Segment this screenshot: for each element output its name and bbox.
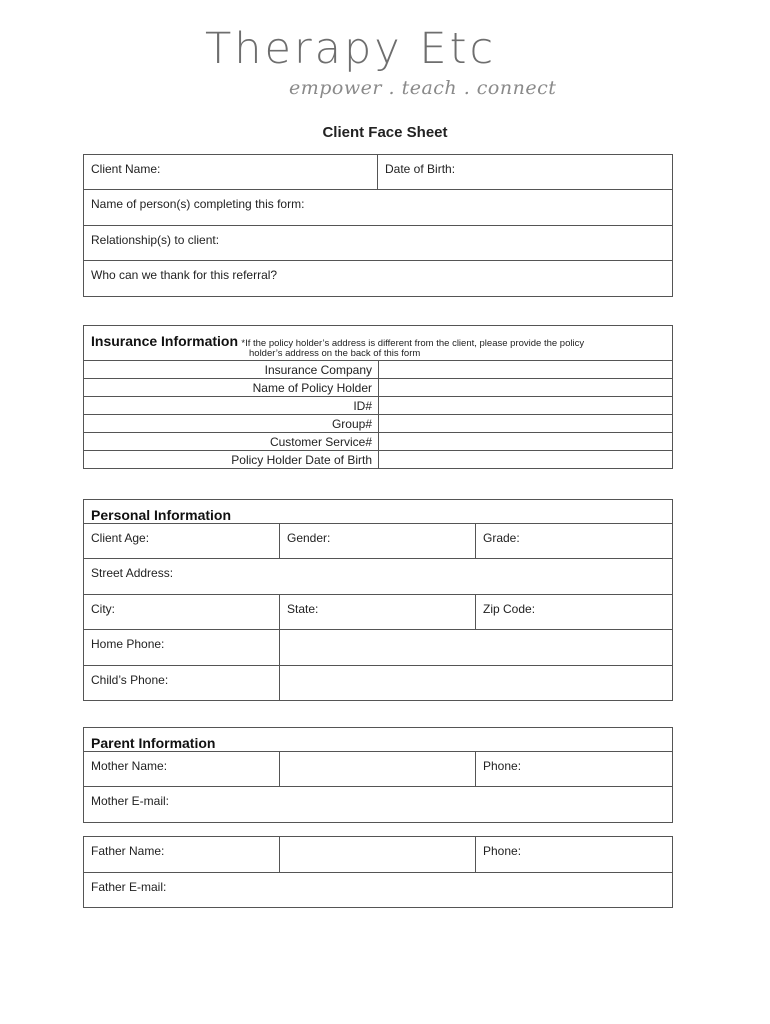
father-email-label: Father E-mail:: [91, 880, 167, 894]
client-name-field[interactable]: [84, 155, 378, 190]
customer-service-label: Customer Service#: [84, 433, 379, 451]
insurance-company-field[interactable]: [379, 361, 673, 379]
mother-phone-field[interactable]: [476, 752, 673, 787]
father-phone-label: Phone:: [483, 844, 522, 858]
client-age-field[interactable]: [84, 524, 280, 559]
father-phone-field[interactable]: [476, 837, 673, 873]
insurance-note-line1: *If the policy holder’s address is different from the client, please provide the policy: [241, 338, 585, 349]
personal-header: [84, 500, 673, 524]
father-email-field[interactable]: [84, 873, 673, 908]
completing-form-field[interactable]: [84, 190, 673, 226]
client-name-label: Client Name:: [91, 162, 161, 176]
completing-form-label: Name of person(s) completing this form:: [91, 197, 305, 211]
date-of-birth-label: Date of Birth:: [385, 162, 456, 176]
referral-label: Who can we thank for this referral?: [91, 268, 278, 282]
city-label: City:: [91, 602, 115, 616]
customer-service-field[interactable]: [379, 433, 673, 451]
relationship-field[interactable]: [84, 226, 673, 261]
mother-info-table: [83, 727, 673, 823]
document-title: Client Face Sheet: [322, 124, 448, 141]
home-phone-label: Home Phone:: [91, 637, 165, 651]
zip-code-field[interactable]: [476, 595, 673, 630]
insurance-note-line2: holder’s address on the back of this form: [249, 348, 421, 359]
mother-name-field[interactable]: [280, 752, 476, 787]
parent-section-title: Parent Information: [91, 735, 216, 751]
date-of-birth-field[interactable]: [378, 155, 673, 190]
group-number-field[interactable]: [379, 415, 673, 433]
state-field[interactable]: [280, 595, 476, 630]
mother-email-field[interactable]: [84, 787, 673, 823]
street-address-label: Street Address:: [91, 566, 174, 580]
client-info-table: [83, 154, 673, 297]
logo-title: Therapy Etc: [205, 24, 497, 74]
home-phone-label-cell: [84, 630, 280, 666]
childs-phone-field[interactable]: [280, 666, 673, 701]
state-label: State:: [287, 602, 319, 616]
parent-header: [84, 728, 673, 752]
zip-code-label: Zip Code:: [483, 602, 536, 616]
insurance-info-table: [83, 325, 673, 469]
personal-section-title: Personal Information: [91, 507, 232, 523]
personal-info-table: [83, 499, 673, 701]
group-number-label: Group#: [84, 415, 379, 433]
father-name-label-cell: [84, 837, 280, 873]
referral-field[interactable]: [84, 261, 673, 297]
policy-holder-dob-label: Policy Holder Date of Birth: [84, 451, 379, 469]
mother-phone-label: Phone:: [483, 759, 522, 773]
id-number-field[interactable]: [379, 397, 673, 415]
insurance-company-label: Insurance Company: [84, 361, 379, 379]
id-number-label: ID#: [84, 397, 379, 415]
policy-holder-dob-field[interactable]: [379, 451, 673, 469]
mother-name-label-cell: [84, 752, 280, 787]
childs-phone-label-cell: [84, 666, 280, 701]
logo-tagline: empower . teach . connect: [289, 77, 557, 99]
home-phone-field[interactable]: [280, 630, 673, 666]
gender-field[interactable]: [280, 524, 476, 559]
street-address-field[interactable]: [84, 559, 673, 595]
grade-field[interactable]: [476, 524, 673, 559]
relationship-label: Relationship(s) to client:: [91, 233, 220, 247]
father-name-field[interactable]: [280, 837, 476, 873]
client-age-label: Client Age:: [91, 531, 150, 545]
mother-email-label: Mother E-mail:: [91, 794, 170, 808]
policy-holder-name-field[interactable]: [379, 379, 673, 397]
insurance-section-title: Insurance Information: [91, 333, 239, 349]
city-field[interactable]: [84, 595, 280, 630]
gender-label: Gender:: [287, 531, 331, 545]
father-info-table: [83, 836, 673, 908]
insurance-header: [84, 326, 673, 361]
grade-label: Grade:: [483, 531, 520, 545]
father-name-label: Father Name:: [91, 844, 165, 858]
policy-holder-name-label: Name of Policy Holder: [84, 379, 379, 397]
mother-name-label: Mother Name:: [91, 759, 168, 773]
childs-phone-label: Child’s Phone:: [91, 673, 169, 687]
